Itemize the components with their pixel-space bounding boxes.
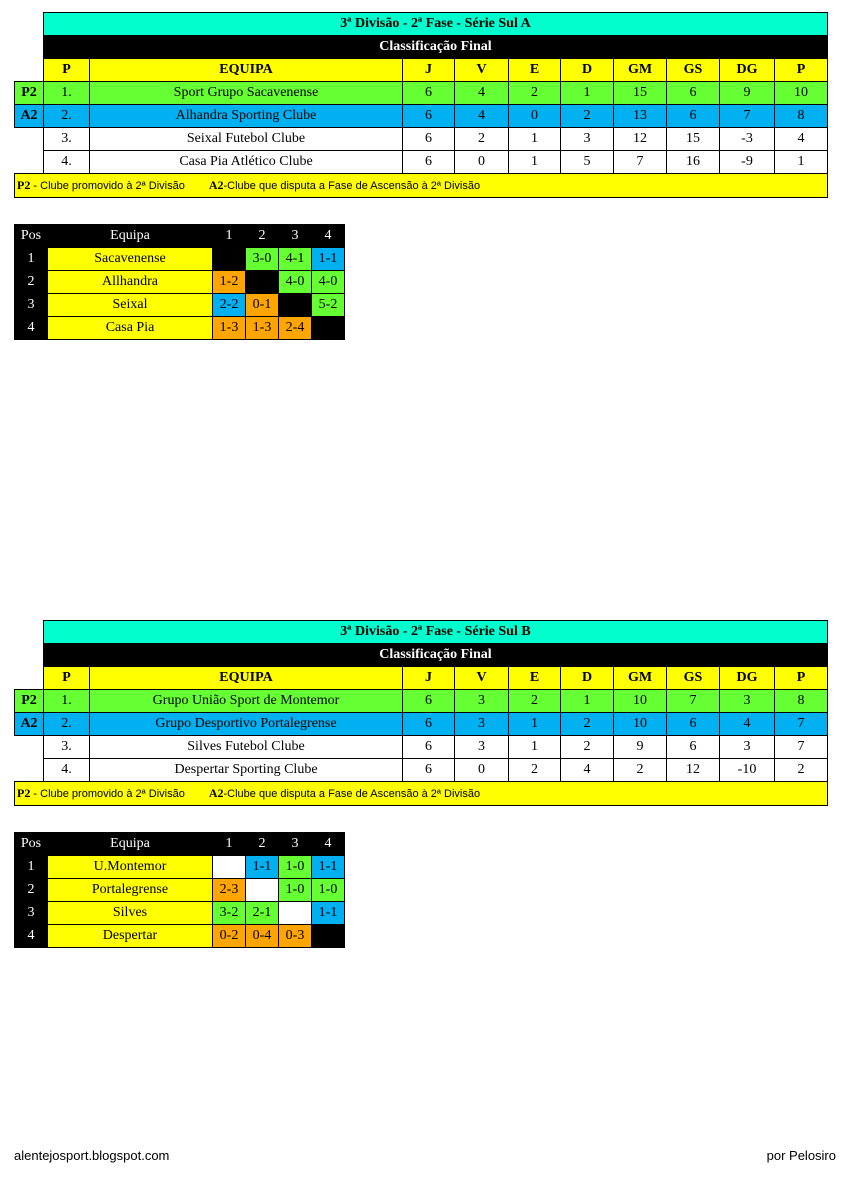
results-row: 2 Allhandra 1-2 4-0 4-0	[15, 271, 345, 294]
team-name: Despertar Sporting Clube	[90, 759, 403, 782]
results-row: 1 U.Montemor 1-1 1-0 1-1	[15, 856, 345, 879]
team-name: Alhandra Sporting Clube	[90, 105, 403, 128]
series-a-subtitle: Classificação Final	[44, 36, 828, 59]
col-header-team: EQUIPA	[90, 59, 403, 82]
results-row: 3 Seixal 2-2 0-1 5-2	[15, 294, 345, 317]
results-row: 4 Casa Pia 1-3 1-3 2-4	[15, 317, 345, 340]
qualification-tag: P2	[15, 82, 44, 105]
team-name: Seixal Futebol Clube	[90, 128, 403, 151]
standings-table-series-b	[14, 620, 828, 806]
col-header-gs: GS	[667, 59, 720, 82]
results-row: 1 Sacavenense 3-0 4-1 1-1	[15, 248, 345, 271]
legend-row: P2 - Clube promovido à 2ª Divisão A2-Clube que disputa a Fase de Ascensão à 2ª Divisão	[15, 174, 828, 198]
results-grid-series-b: Pos Equipa 1 2 3 4 1 U.Montemor 1-1 1-0 1-1 2 Portalegrense 2-3 1-0 1-0 3 Silves 3-2 2-1 1-1 4 Despertar 0-2 0-4 0-3	[14, 832, 345, 948]
col-header-points: P	[775, 59, 828, 82]
col-header-e: E	[509, 59, 561, 82]
col-header-j: J	[403, 59, 455, 82]
series-a-title: 3ª Divisão - 2ª Fase - Série Sul A	[44, 13, 828, 36]
footer-site-url[interactable]: alentejosport.blogspot.com	[14, 1148, 170, 1163]
table-row: A2 2. Grupo Desportivo Portalegrense 6 3 1 2 10 6 4 7	[15, 713, 828, 736]
col-header-dg: DG	[720, 59, 775, 82]
series-a-header-row	[15, 59, 828, 82]
team-name: Casa Pia Atlético Clube	[90, 151, 403, 174]
team-name: Grupo União Sport de Montemor	[90, 690, 403, 713]
team-name: Sport Grupo Sacavenense	[90, 82, 403, 105]
series-b-title: 3ª Divisão - 2ª Fase - Série Sul B	[44, 621, 828, 644]
results-row: 2 Portalegrense 2-3 1-0 1-0	[15, 879, 345, 902]
table-row: P2 1. Sport Grupo Sacavenense 6 4 2 1 15 6 9 10	[15, 82, 828, 105]
col-header-gm: GM	[614, 59, 667, 82]
series-b-subtitle: Classificação Final	[44, 644, 828, 667]
results-grid-series-a: Pos Equipa 1 2 3 4 1 Sacavenense 3-0 4-1 1-1 2 Allhandra 1-2 4-0 4-0 3 Seixal 2-2 0-1 5-2 4 Casa Pia 1-3 1-3 2-4	[14, 224, 345, 340]
qualification-tag: A2	[15, 105, 44, 128]
table-row: 3. Silves Futebol Clube 6 3 1 2 9 6 3 7	[15, 736, 828, 759]
footer-author: por Pelosiro	[766, 1148, 836, 1163]
series-b-header-row: P EQUIPA J V E D GM GS DG P	[15, 667, 828, 690]
table-row: 4. Casa Pia Atlético Clube 6 0 1 5 7 16 -9 1	[15, 151, 828, 174]
qualification-tag: A2	[15, 713, 44, 736]
table-row: P2 1. Grupo União Sport de Montemor 6 3 2 1 10 7 3 8	[15, 690, 828, 713]
legend-row: P2 - Clube promovido à 2ª Divisão A2-Clube que disputa a Fase de Ascensão à 2ª Divisão	[15, 782, 828, 806]
results-row: 3 Silves 3-2 2-1 1-1	[15, 902, 345, 925]
col-header-d: D	[561, 59, 614, 82]
table-row: 3. Seixal Futebol Clube 6 2 1 3 12 15 -3 4	[15, 128, 828, 151]
table-row: A2 2. Alhandra Sporting Clube 6 4 0 2 13 6 7 8	[15, 105, 828, 128]
qualification-tag: P2	[15, 690, 44, 713]
standings-table-series-a	[14, 12, 828, 198]
team-name: Silves Futebol Clube	[90, 736, 403, 759]
results-row: 4 Despertar 0-2 0-4 0-3	[15, 925, 345, 948]
table-row: 4. Despertar Sporting Clube 6 0 2 4 2 12 -10 2	[15, 759, 828, 782]
col-header-pos: P	[44, 59, 90, 82]
team-name: Grupo Desportivo Portalegrense	[90, 713, 403, 736]
col-header-v: V	[455, 59, 509, 82]
